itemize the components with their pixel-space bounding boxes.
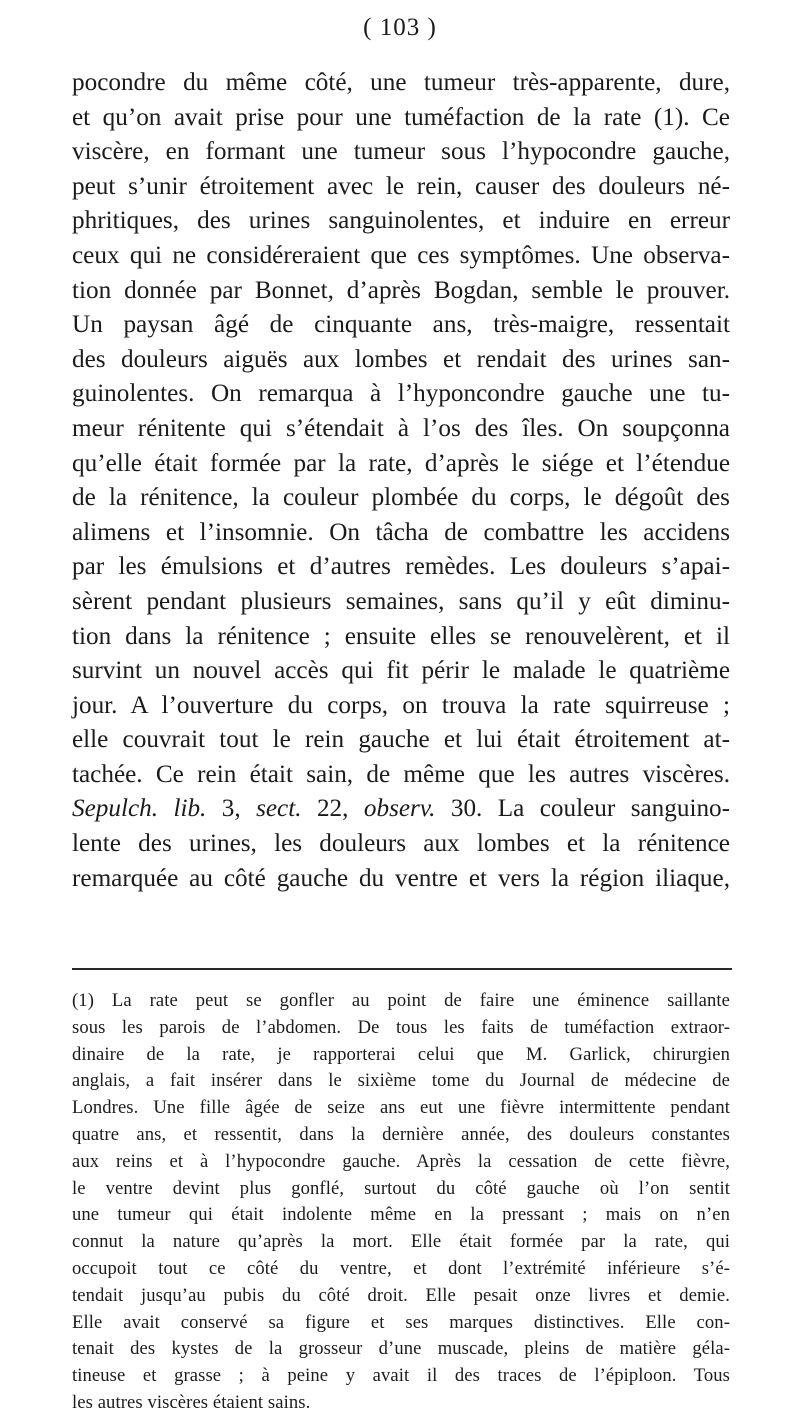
footnote-divider — [72, 968, 732, 970]
footnote-line: connut la nature qu’après la mort. Elle était formée par la rate, qui — [72, 1231, 730, 1253]
footnote-line: tineuse et grasse ; à peine y avait il des traces de l’épiploon. Tous — [72, 1365, 730, 1387]
body-line: survint un nouvel accès qui fit périr le malade le quatrième — [72, 657, 730, 685]
body-line: guinolentes. On remarqua à l’hyponcondre gauche une tu- — [72, 380, 730, 408]
body-line: qu’elle était formée par la rate, d’après le siége et l’étendue — [72, 449, 730, 477]
footnote-line: anglais, a fait insérer dans le sixième tome du Journal de médecine de — [72, 1070, 730, 1092]
footnote-line: les autres viscères étaient sains. — [72, 1391, 311, 1413]
body-line: ceux qui ne considéreraient que ces symptômes. Une observa- — [72, 241, 730, 269]
footnote-line: quatre ans, et ressentit, dans la dernière année, des douleurs constantes — [72, 1123, 730, 1145]
footnote-line: dinaire de la rate, je rapporterai celui que M. Garlick, chirurgien — [72, 1043, 730, 1065]
body-line: lente des urines, les douleurs aux lombes et la rénitence — [72, 830, 730, 858]
body-line: tion donnée par Bonnet, d’après Bogdan, semble le prouver. — [72, 276, 730, 304]
footnote-line: Londres. Une fille âgée de seize ans eut une fièvre intermittente pendant — [72, 1097, 730, 1119]
body-line: alimens et l’insomnie. On tâcha de combattre les accidens — [72, 518, 730, 546]
body-line: et qu’on avait prise pour une tuméfaction de la rate (1). Ce — [72, 103, 730, 131]
body-line: remarquée au côté gauche du ventre et vers la région iliaque, — [72, 864, 730, 892]
body-line: pocondre du même côté, une tumeur très-apparente, dure, — [72, 69, 730, 96]
main-text — [72, 66, 730, 896]
footnote-line: aux reins et à l’hypocondre gauche. Après la cessation de cette fièvre, — [72, 1150, 730, 1172]
body-line: phritiques, des urines sanguinolentes, et induire en erreur — [72, 207, 730, 235]
footnote-line: le ventre devint plus gonflé, surtout du côté gauche où l’on sentit — [72, 1177, 730, 1199]
footnote-line: Elle avait conservé sa figure et ses marques distinctives. Elle con- — [72, 1311, 730, 1333]
body-line: des douleurs aiguës aux lombes et rendait des urines san- — [72, 345, 730, 373]
footnote-line: sous les parois de l’abdomen. De tous les faits de tuméfaction extraor- — [72, 1016, 730, 1038]
body-line: de la rénitence, la couleur plombée du corps, le dégoût des — [72, 484, 730, 512]
citation-line — [72, 792, 730, 827]
body-line: Un paysan âgé de cinquante ans, très-maigre, ressentait — [72, 311, 730, 339]
page-number: ( 103 ) — [363, 14, 437, 41]
citation-number: 22, — [301, 795, 364, 823]
body-line: elle couvrait tout le rein gauche et lui était étroitement at- — [72, 726, 730, 754]
body-line: par les émulsions et d’autres remèdes. Les douleurs s’apai- — [72, 553, 730, 581]
footnote-line: tendait jusqu’au pubis du côté droit. Elle pesait onze livres et demie. — [72, 1284, 730, 1306]
body-line: peut s’unir étroitement avec le rein, causer des douleurs né- — [72, 172, 730, 200]
citation-rest: 30. La couleur sanguino- — [435, 795, 731, 823]
body-line: meur rénitente qui s’étendait à l’os des îles. On soupçonna — [72, 414, 730, 442]
body-line: viscère, en formant une tumeur sous l’hypocondre gauche, — [72, 138, 730, 166]
footnote-line: occupoit tout ce côté du ventre, et dont l’extrémité inférieure s’é- — [72, 1257, 730, 1279]
footnote — [72, 988, 730, 1417]
body-line: tion dans la rénitence ; ensuite elles se renouvelèrent, et il — [72, 622, 730, 650]
body-line: tachée. Ce rein était sain, de même que les autres viscères. — [72, 760, 730, 788]
footnote-line: tenait des kystes de la grosseur d’une muscade, pleins de matière géla- — [72, 1338, 730, 1360]
citation-ref: Sepulch. lib. — [72, 795, 207, 823]
footnote-line: une tumeur qui était indolente même en la pressant ; mais on n’en — [72, 1204, 730, 1226]
body-line: sèrent pendant plusieurs semaines, sans qu’il y eût diminu- — [72, 587, 730, 615]
body-line: jour. A l’ouverture du corps, on trouva la rate squirreuse ; — [72, 691, 730, 719]
footnote-line: (1) La rate peut se gonfler au point de faire une éminence saillante — [72, 990, 730, 1011]
citation-ref: sect. — [256, 795, 302, 823]
citation-ref: observ. — [363, 795, 436, 823]
citation-number: 3, — [206, 795, 257, 823]
